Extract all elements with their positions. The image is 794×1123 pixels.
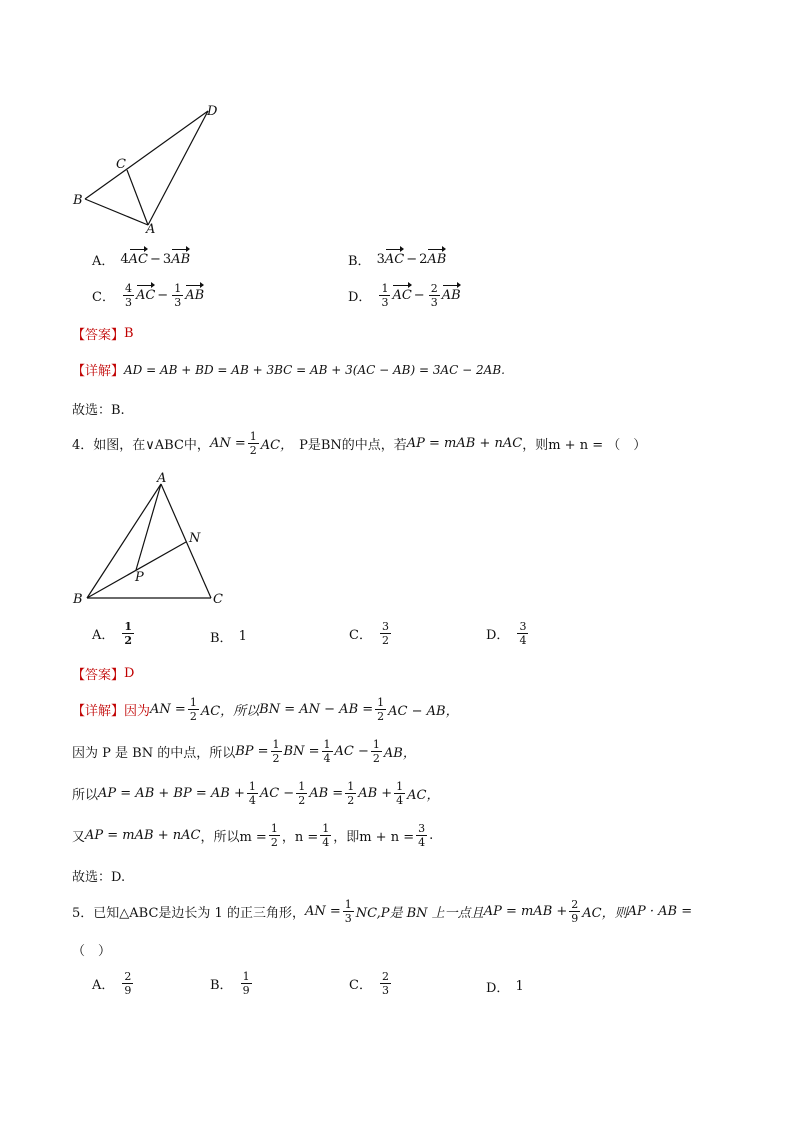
label-b: B: [73, 592, 83, 607]
q4-detail-3b: AP = AB + BP = AB +: [98, 786, 245, 801]
figure-triangle-abc: [65, 470, 245, 610]
q3-option-c-frac2: $\frac{1}{3}$: [174, 282, 182, 309]
q5-option-d[interactable]: [486, 977, 524, 996]
q4-detail-3-frac4: $\frac{1}{4}$: [396, 780, 404, 807]
q4-stem-a: 如图，在∨ABC中，: [93, 438, 210, 453]
q4-detail-2c: BN =: [283, 744, 320, 759]
q5-stem-e: AC，则: [582, 906, 628, 921]
q4-detail-2e: AB，: [383, 746, 416, 761]
q3-detail-text: AD = AB + BD = AB + 3BC = AB + 3(AC − AB) = 3AC − 2AB.: [124, 362, 505, 377]
q4-detail-1c: AC，所以: [200, 704, 260, 719]
q4-option-b[interactable]: [210, 627, 247, 646]
q4-stem-frac: $\frac{1}{2}$: [249, 430, 257, 457]
q3-option-a-v1: AC: [128, 252, 149, 267]
q5-stem: [72, 898, 692, 925]
q3-select-line: [72, 399, 125, 418]
q5-option-b[interactable]: [210, 970, 254, 997]
q5-option-d-text: 1: [515, 979, 524, 994]
q3-option-a-letter: A．: [92, 254, 115, 269]
q4-option-d-letter: D．: [486, 628, 510, 643]
q4-detail-1-frac2: $\frac{1}{2}$: [377, 696, 385, 723]
q4-option-d-frac: $\frac{3}{4}$: [519, 620, 527, 647]
q4-detail-1d: BN = AN − AB =: [259, 702, 374, 717]
q5-option-a-letter: A．: [92, 978, 115, 993]
q3-option-d-op: −: [413, 288, 425, 303]
q4-select-text: 故选：D.: [72, 870, 126, 885]
q4-stem-d: P是BN的中点，若: [299, 438, 407, 453]
segment-ba: [85, 199, 148, 225]
q5-option-b-frac: $\frac{1}{9}$: [242, 970, 250, 997]
q4-detail-1b: AN =: [150, 702, 186, 717]
label-d: D: [207, 104, 218, 119]
q4-detail-2d: AC −: [334, 744, 369, 759]
q3-option-d-v2: AB: [441, 288, 461, 303]
q4-answer-value: D: [124, 666, 135, 681]
q5-number: 5．: [72, 906, 94, 921]
segment-ac: [161, 484, 211, 598]
q3-answer-value: B: [124, 326, 134, 341]
q3-option-c-v1: AC: [135, 288, 156, 303]
q4-stem-f: ，则m + n = （ ）: [522, 438, 647, 453]
q4-stem-b: AN =: [209, 436, 246, 451]
q3-option-d-v1: AC: [392, 288, 412, 303]
q4-detail-3f: AC，: [407, 788, 440, 803]
q5-stem-a: 已知△ABC是边长为 1 的正三角形，: [93, 906, 305, 921]
q3-option-a-c2: 3: [162, 252, 172, 267]
q4-option-a-letter: A．: [92, 628, 115, 643]
q4-detail-4f: .: [429, 828, 434, 843]
q4-detail-4c: ，所以m =: [200, 830, 267, 845]
q5-stem-c: NC,P是 BN 上一点且: [355, 906, 484, 921]
q4-detail-4a: 又: [72, 830, 86, 845]
q3-option-c-frac1: $\frac{4}{3}$: [124, 282, 132, 309]
q5-stem-b: AN =: [304, 904, 341, 919]
q5-stem-d: AP = mAB +: [483, 904, 568, 919]
label-a: A: [146, 222, 156, 237]
q4-detail-1e: AC − AB，: [388, 704, 459, 719]
q5-option-c-letter: C．: [349, 978, 372, 993]
q4-detail-4-frac2: $\frac{1}{4}$: [322, 822, 330, 849]
q3-option-b[interactable]: [348, 250, 446, 269]
q4-option-a[interactable]: [92, 620, 136, 647]
q4-stem: [72, 430, 646, 457]
q3-option-a-v2: AB: [171, 252, 191, 267]
q4-detail-3a: 所以: [72, 788, 99, 803]
q4-detail-3-frac2: $\frac{1}{2}$: [298, 780, 306, 807]
q3-option-b-c2: 2: [419, 252, 428, 267]
q5-stem-frac1: $\frac{1}{3}$: [344, 898, 352, 925]
q4-detail-4-frac3: $\frac{3}{4}$: [418, 822, 426, 849]
q3-option-a[interactable]: [92, 250, 190, 269]
q4-option-a-frac: $\frac{1}{2}$: [124, 620, 133, 647]
q3-option-d-frac2: $\frac{2}{3}$: [430, 282, 438, 309]
q4-detail-3-frac3: $\frac{1}{2}$: [347, 780, 355, 807]
q5-option-c[interactable]: [349, 970, 393, 997]
q3-option-c[interactable]: [92, 282, 204, 309]
q3-option-b-v2: AB: [427, 252, 447, 267]
q3-detail-line: [72, 360, 505, 379]
q4-stem-c: AC，: [260, 438, 294, 453]
label-a: A: [157, 471, 167, 486]
segment-bd: [85, 111, 208, 199]
q4-detail-3e: AB +: [358, 786, 393, 801]
q3-answer-line: [72, 324, 134, 343]
label-c: C: [116, 157, 126, 172]
q5-option-d-letter: D．: [486, 981, 510, 996]
segment-ab: [87, 484, 161, 598]
q4-detail-line-2: [72, 738, 416, 765]
q4-option-c[interactable]: [349, 620, 393, 647]
q4-detail-line-1: [72, 696, 459, 723]
q4-detail-1-frac1: $\frac{1}{2}$: [189, 696, 197, 723]
label-p: P: [135, 570, 144, 585]
q5-stem-paren: （ ）: [72, 944, 112, 959]
q5-option-a[interactable]: [92, 970, 135, 997]
q4-detail-2a: 因为 P 是 BN 的中点，所以: [72, 746, 236, 761]
q4-detail-3d: AB =: [309, 786, 344, 801]
q3-option-b-v1: AC: [384, 252, 405, 267]
figure-triangle-bcad: [60, 95, 240, 245]
segment-ad: [148, 111, 208, 225]
segment-ca: [127, 170, 148, 225]
q3-option-b-c1: 3: [376, 252, 385, 267]
label-n: N: [189, 531, 201, 546]
q3-option-c-letter: C．: [92, 290, 115, 305]
q4-detail-line-3: [72, 780, 440, 807]
q4-answer-line: [72, 664, 134, 683]
q4-detail-4-frac1: $\frac{1}{2}$: [270, 822, 278, 849]
q4-detail-2-frac2: $\frac{1}{4}$: [323, 738, 331, 765]
q4-detail-tag: 【详解】: [72, 704, 125, 719]
q4-number: 4．: [72, 438, 94, 453]
q4-detail-3-frac1: $\frac{1}{4}$: [248, 780, 256, 807]
q4-option-c-letter: C．: [349, 628, 372, 643]
q4-option-b-text: 1: [238, 629, 247, 644]
q5-option-a-frac: $\frac{2}{9}$: [124, 970, 132, 997]
q3-detail-tag: 【详解】: [72, 364, 125, 379]
label-b: B: [73, 193, 83, 208]
q3-option-d-letter: D．: [348, 290, 372, 305]
q5-option-c-frac: $\frac{2}{3}$: [381, 970, 389, 997]
q4-detail-3c: AC −: [259, 786, 295, 801]
q3-select-text: 故选：B.: [72, 403, 125, 418]
q3-option-d[interactable]: [348, 282, 461, 309]
q4-select-line: [72, 866, 125, 885]
q5-stem-frac2: $\frac{2}{9}$: [571, 898, 579, 925]
q4-detail-4b: AP = mAB + nAC: [85, 828, 201, 843]
q4-detail-1a: 因为: [124, 704, 151, 719]
segment-ap: [136, 484, 161, 570]
q4-detail-2-frac1: $\frac{1}{2}$: [272, 738, 280, 765]
label-c: C: [213, 592, 223, 607]
q4-detail-line-4: [72, 822, 433, 849]
q5-option-b-letter: B．: [210, 978, 233, 993]
q4-detail-4e: ，即m + n =: [333, 830, 415, 845]
q4-stem-e: AP = mAB + nAC: [406, 436, 523, 451]
q4-option-c-frac: $\frac{3}{2}$: [381, 620, 389, 647]
q3-option-c-op: −: [157, 288, 169, 303]
q3-option-a-c1: 4: [120, 252, 129, 267]
q4-detail-4d: ，n =: [281, 830, 319, 845]
q4-option-d[interactable]: [486, 620, 530, 647]
q3-answer-tag: 【答案】: [72, 328, 125, 343]
q5-paren-line: [72, 940, 111, 959]
q4-detail-2b: BP =: [235, 744, 269, 759]
q4-answer-tag: 【答案】: [72, 668, 125, 683]
q3-option-c-v2: AB: [185, 288, 205, 303]
q3-option-b-letter: B．: [348, 254, 371, 269]
q3-option-b-op: −: [406, 252, 418, 267]
q3-option-d-frac1: $\frac{1}{3}$: [381, 282, 389, 309]
q4-detail-2-frac3: $\frac{1}{2}$: [372, 738, 380, 765]
q5-stem-f: AP · AB =: [627, 904, 693, 919]
q4-option-b-letter: B．: [210, 631, 233, 646]
q3-option-a-op: −: [150, 252, 161, 267]
